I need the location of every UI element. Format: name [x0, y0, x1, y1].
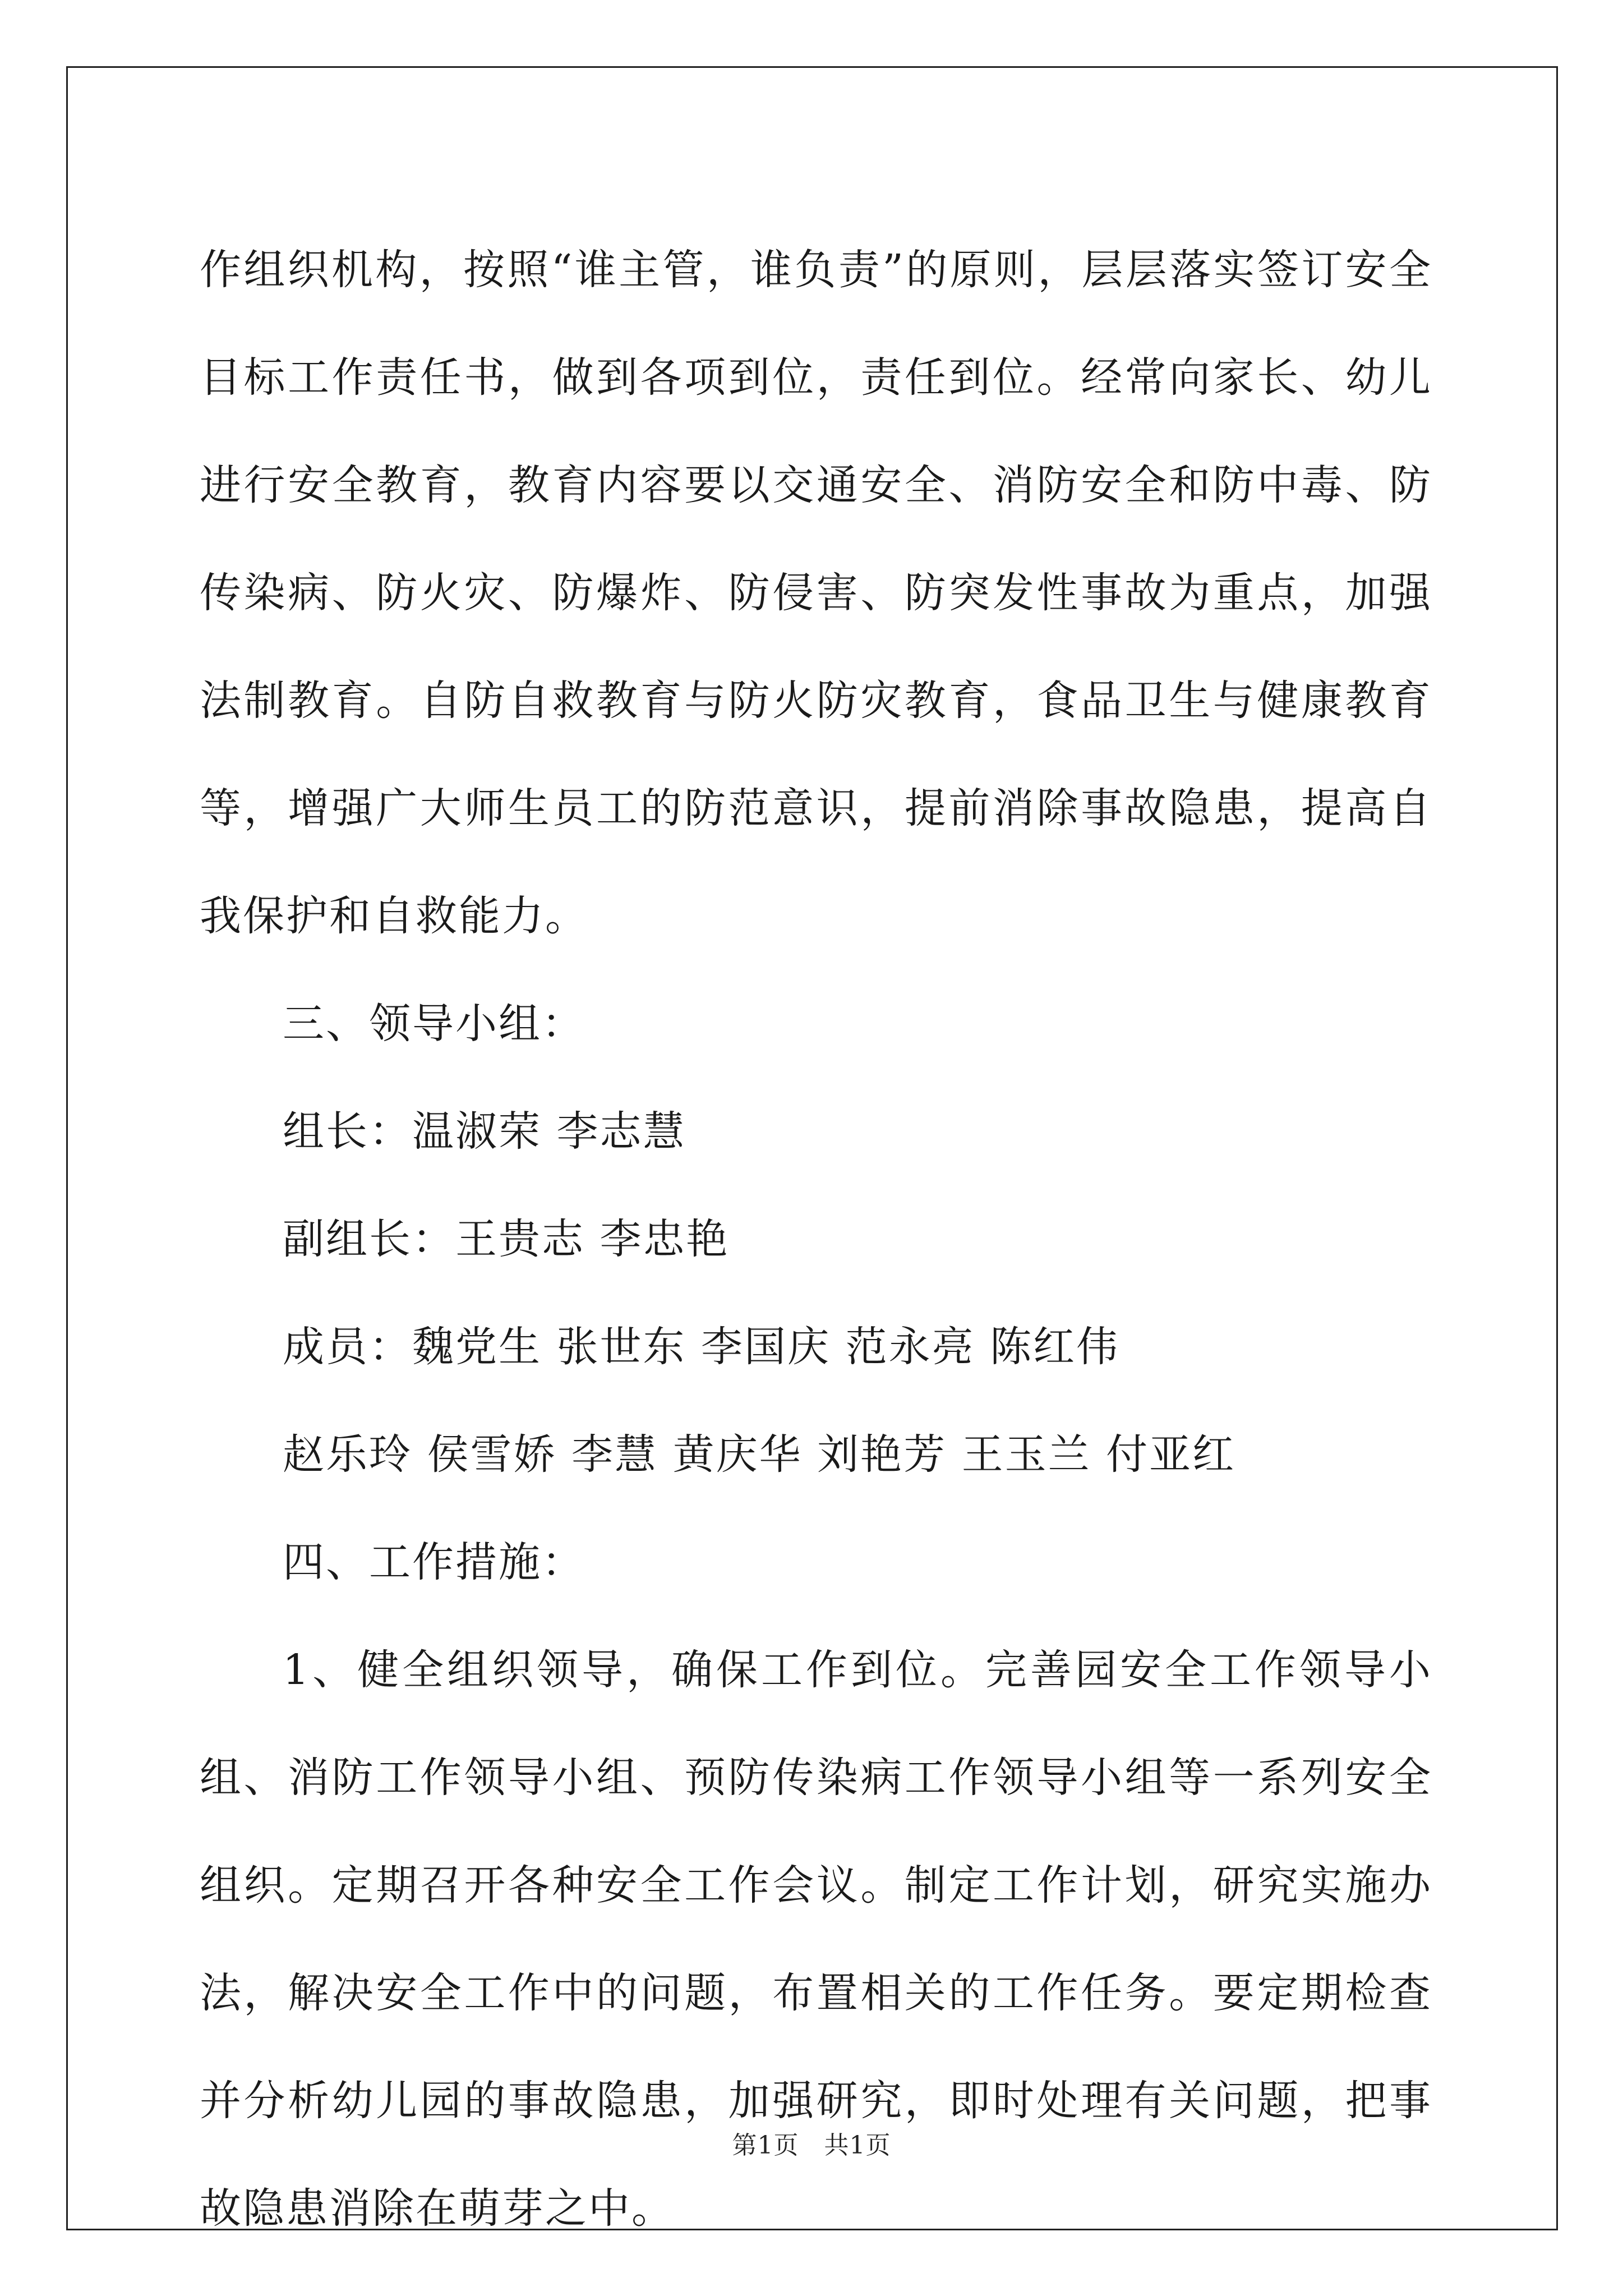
paragraph-measure-1: 1、健全组织领导，确保工作到位。完善园安全工作领导小组、消防工作领导小组、预防传染病工作领导小组等一系列安全组织。定期召开各种安全工作会议。制定工作计划，研究实施办法，解决安全工作中的问题，布置相关的工作任务。要定期检查并分析幼儿园的事故隐患，加强研究，即时处理有关问题，把事故隐患消除在萌芽之中。 — [200, 1646, 1432, 2233]
members-line: 成员：魏党生 张世东 李国庆 范永亮 陈红伟 — [283, 1323, 1120, 1371]
page-footer — [0, 2125, 1623, 2161]
group-leader-line: 组长：温淑荣 李志慧 — [283, 1107, 686, 1156]
heading-leadership-group: 三、领导小组： — [283, 1000, 585, 1048]
page-number: 第1页 共1页 — [732, 2131, 891, 2160]
document-body — [200, 216, 1432, 2262]
paragraph-safety-education: 作组织机构，按照“谁主管，谁负责”的原则，层层落实签订安全目标工作责任书，做到各项到位，责任到位。经常向家长、幼儿进行安全教育，教育内容要以交通安全、消防安全和防中毒、防传染病、防火灾、防爆炸、防侵害、防突发性事故为重点，加强法制教育。自防自救教育与防火防灾教育，食品卫生与健康教育等，增强广大师生员工的防范意识，提前消除事故隐患，提高自我保护和自救能力。 — [200, 246, 1432, 940]
heading-work-measures: 四、工作措施： — [283, 1538, 585, 1586]
deputy-leader-line: 副组长：王贵志 李忠艳 — [283, 1215, 730, 1263]
members-line-continued: 赵乐玲 侯雪娇 李慧 黄庆华 刘艳芳 王玉兰 付亚红 — [283, 1430, 1236, 1479]
